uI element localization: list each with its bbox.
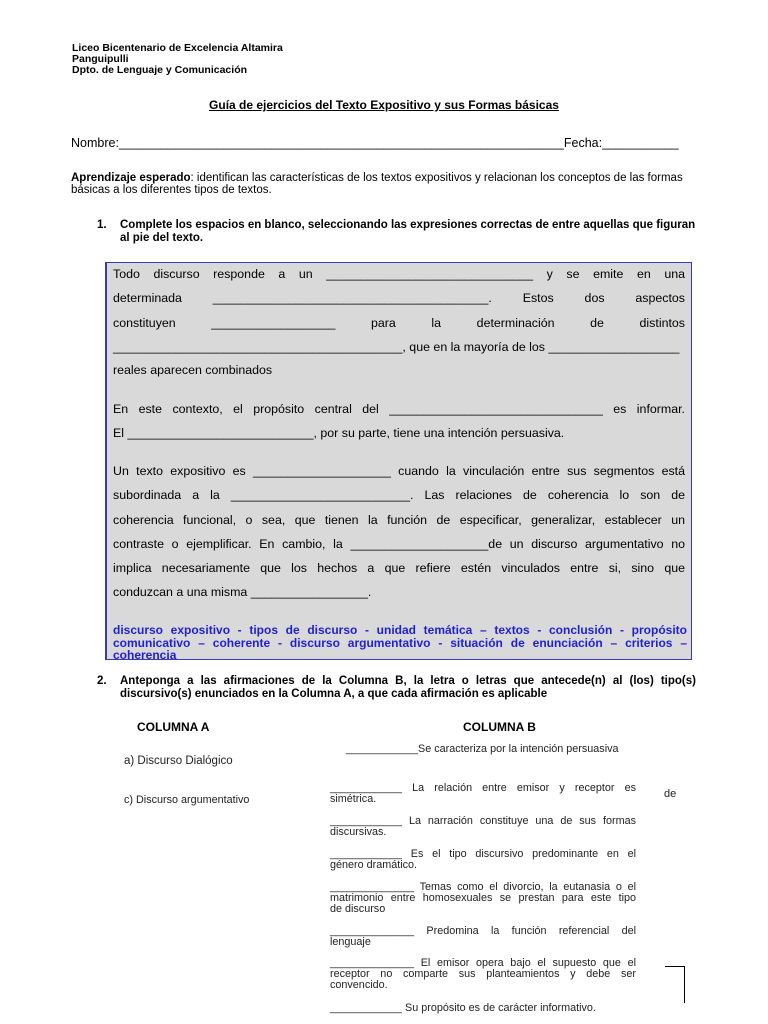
column-b-item[interactable] xyxy=(346,744,652,755)
column-b-item[interactable] xyxy=(330,958,636,991)
column-b-line: ____________Se caracteriza por la intención persuasiva xyxy=(346,743,619,755)
fill-line-5: reales aparecen combinados xyxy=(113,363,273,377)
column-b-line: género dramático. xyxy=(330,859,418,871)
question-1-text: Complete los espacios en blanco, seleccionando las expresiones correctas de entre aquellas que figuran al pie del texto. xyxy=(120,219,696,244)
fill-line-7[interactable]: El ___________________________, por su parte, tiene una intención persuasiva. xyxy=(113,426,565,440)
column-b-line: convencido. xyxy=(330,979,388,991)
corner-bracket xyxy=(665,966,685,1003)
learning-objective-label: Aprendizaje esperado xyxy=(71,172,191,184)
fill-line-11[interactable]: contraste o ejemplificar. En cambio, la ____________________de un discurso argumentativo no xyxy=(113,537,685,551)
column-b-item[interactable] xyxy=(330,882,636,915)
column-b-item[interactable] xyxy=(330,783,636,805)
column-a-item: a) Discurso Dialógico xyxy=(124,755,233,767)
nombre-label: Nombre: xyxy=(71,136,119,150)
column-a-item: c) Discurso argumentativo xyxy=(124,794,250,806)
column-b-line: ____________ La narración constituye una de sus formas xyxy=(330,815,636,827)
school-city: Panguipulli xyxy=(72,53,129,65)
learning-objective-text: : identifican las características de los textos expositivos y relacionan los conceptos de las formas básicas a los diferentes tipos de textos. xyxy=(71,172,683,196)
fill-line-8[interactable]: Un texto expositivo es ____________________ cuando la vinculación entre sus segmentos está xyxy=(113,464,685,478)
column-b-line: de discurso xyxy=(330,903,386,915)
column-b-line: ______________ Predomina la función referencial del xyxy=(330,925,636,937)
department-name: Dpto. de Lenguaje y Comunicación xyxy=(72,64,248,76)
fill-line-3[interactable]: constituyen __________________ para la determinación de distintos xyxy=(113,316,685,330)
column-b-item[interactable] xyxy=(330,816,636,838)
column-b-line: matrimonio entre homosexuales se prestan para este tipo xyxy=(330,892,636,904)
column-b-header: COLUMNA B xyxy=(463,720,536,734)
column-b-line: simétrica. xyxy=(330,793,377,805)
nombre-field[interactable]: ________________________________________________________________ xyxy=(118,136,564,150)
stray-word: de xyxy=(664,788,677,800)
column-b-line: receptor no comparte sus planteamientos y debe ser xyxy=(330,968,636,980)
column-b-item[interactable] xyxy=(330,1003,636,1014)
fecha-label: Fecha: xyxy=(563,136,603,150)
question-1-number: 1. xyxy=(97,219,107,231)
column-b-line: ____________ Es el tipo discursivo predominante en el xyxy=(330,848,636,860)
fill-line-6[interactable]: En este contexto, el propósito central del _______________________________ es informar. xyxy=(113,402,685,416)
column-b-item[interactable] xyxy=(330,926,636,948)
column-b-item[interactable] xyxy=(330,849,636,871)
fill-line-2[interactable]: determinada ________________________________________. Estos dos aspectos xyxy=(113,291,685,305)
column-b-line: discursivas. xyxy=(330,826,387,838)
column-b-line: lenguaje xyxy=(330,936,371,948)
question-2-number: 2. xyxy=(97,675,107,687)
word-bank: discurso expositivo - tipos de discurso - unidad temática – textos - conclusión - propósito comunicativo – coherente - discurso argumentativo - situación de enunciación – criterios – coherencia xyxy=(113,623,687,662)
learning-objective xyxy=(71,172,699,196)
column-b-line: ____________ La relación entre emisor y receptor es xyxy=(330,782,636,794)
fill-line-12: implica necesariamente que los hechos a que refiere estén vinculados entre si, sino que xyxy=(113,561,685,575)
page-title: Guía de ejercicios del Texto Expositivo y sus Formas básicas xyxy=(209,98,559,112)
column-a-header: COLUMNA A xyxy=(137,720,210,734)
fill-line-13[interactable]: conduzcan a una misma _________________. xyxy=(113,585,372,599)
fecha-field[interactable]: ___________ xyxy=(602,136,679,150)
fill-line-9[interactable]: subordinada a la __________________________. Las relaciones de coherencia lo son de xyxy=(113,488,685,502)
question-2-text: Anteponga a las afirmaciones de la Columna B, la letra o letras que antecede(n) al (los) tipo(s) discursivo(s) enunciados en la Columna A, a que cada afirmación es aplicable xyxy=(120,675,696,700)
column-b-line: ____________ Su propósito es de carácter informativo. xyxy=(330,1002,596,1014)
fill-line-10: coherencia funcional, o sea, que tienen la función de especificar, generalizar, establecer un xyxy=(113,513,685,527)
column-b-line: ______________ Temas como el divorcio, la eutanasia o el xyxy=(330,881,636,893)
fill-line-4[interactable]: __________________________________________, que en la mayoría de los ___________________ xyxy=(113,340,680,354)
name-date-line xyxy=(71,136,697,150)
fill-line-1[interactable]: Todo discurso responde a un ______________________________ y se emite en una xyxy=(113,267,685,281)
column-b-line: ______________ El emisor opera bajo el supuesto que el xyxy=(330,957,636,969)
school-name: Liceo Bicentenario de Excelencia Altamira xyxy=(72,42,283,54)
